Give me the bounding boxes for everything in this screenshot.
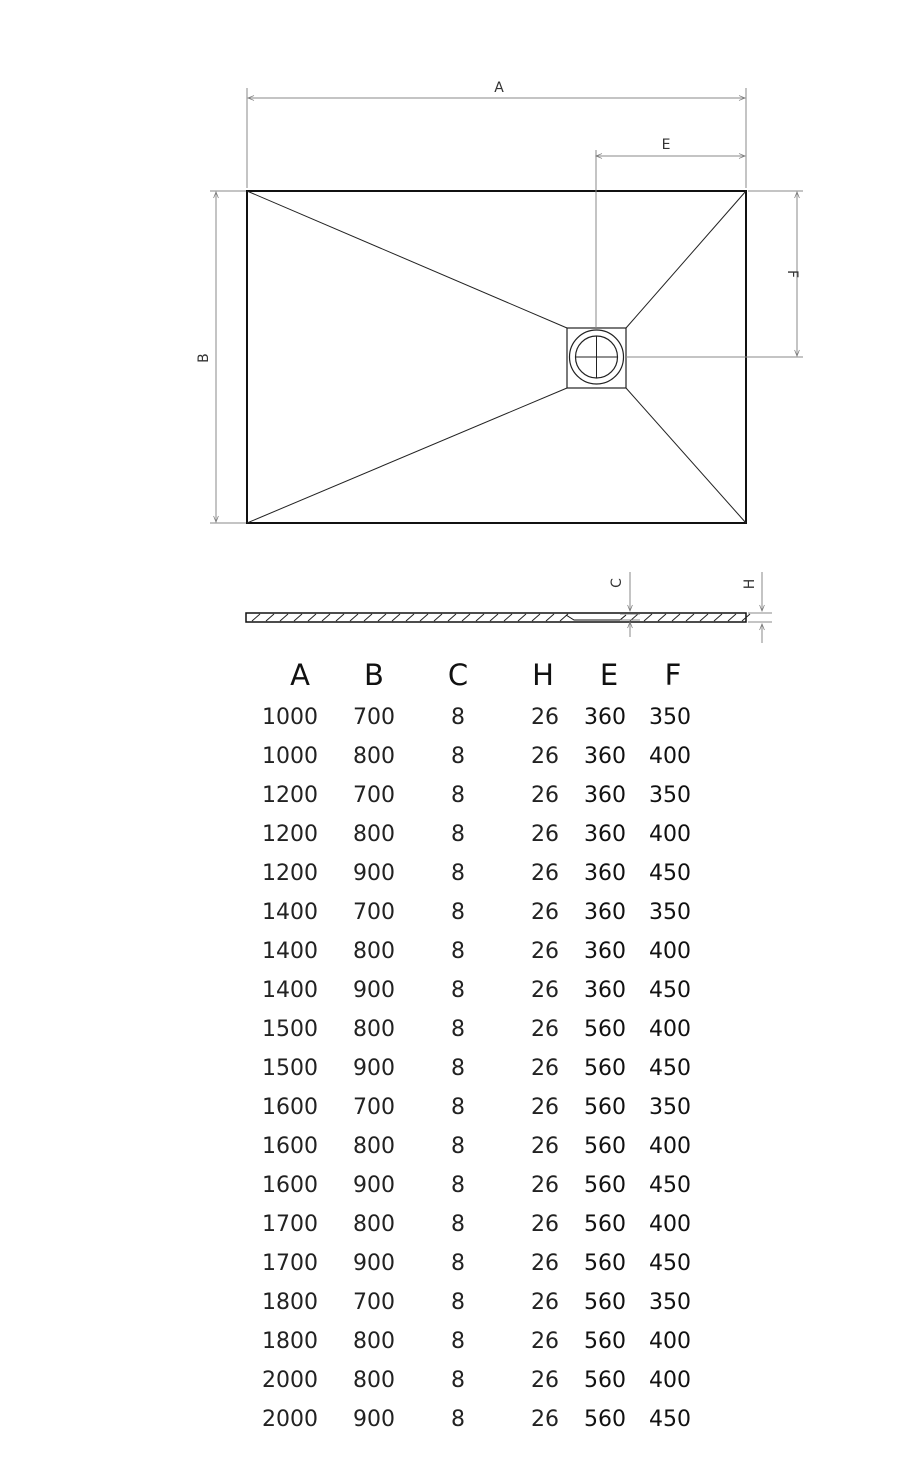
table-cell: 8 (451, 822, 465, 847)
table-cell: 8 (451, 705, 465, 730)
table-cell: 26 (531, 1290, 559, 1315)
table-cell: 560 (584, 1407, 626, 1432)
table-cell: 1400 (262, 939, 318, 964)
table-cell: 8 (451, 1251, 465, 1276)
dimension-e (596, 150, 746, 328)
table-cell: 360 (584, 705, 626, 730)
table-cell: 1000 (262, 705, 318, 730)
table-cell: 26 (531, 1056, 559, 1081)
table-cell: 26 (531, 1212, 559, 1237)
tray-side-section (246, 613, 750, 622)
table-cell: 8 (451, 900, 465, 925)
table-row (240, 698, 740, 737)
table-cell: 800 (353, 1212, 395, 1237)
table-cell: 26 (531, 1095, 559, 1120)
table-cell: 560 (584, 1095, 626, 1120)
table-cell: 800 (353, 1329, 395, 1354)
table-cell: 800 (353, 1368, 395, 1393)
table-cell: 350 (649, 705, 691, 730)
table-cell: 26 (531, 822, 559, 847)
table-cell: 560 (584, 1056, 626, 1081)
header-c: C (447, 658, 469, 692)
table-cell: 560 (584, 1173, 626, 1198)
header-h: H (532, 658, 554, 692)
table-cell: 1200 (262, 822, 318, 847)
table-cell: 8 (451, 1056, 465, 1081)
table-row (240, 932, 740, 971)
table-row (240, 776, 740, 815)
header-a: A (290, 658, 310, 692)
header-f: F (664, 658, 682, 692)
table-cell: 450 (649, 1251, 691, 1276)
table-cell: 560 (584, 1290, 626, 1315)
table-cell: 700 (353, 705, 395, 730)
table-cell: 900 (353, 1251, 395, 1276)
table-cell: 26 (531, 1329, 559, 1354)
table-cell: 8 (451, 1212, 465, 1237)
table-cell: 1500 (262, 1017, 318, 1042)
table-cell: 350 (649, 1290, 691, 1315)
table-cell: 360 (584, 744, 626, 769)
dimension-h-label: H (742, 578, 758, 590)
table-cell: 800 (353, 1017, 395, 1042)
header-e: E (599, 658, 619, 692)
table-cell: 26 (531, 978, 559, 1003)
table-cell: 700 (353, 900, 395, 925)
table-cell: 26 (531, 1017, 559, 1042)
table-cell: 26 (531, 861, 559, 886)
shower-tray-drawing (0, 0, 919, 650)
table-header (240, 652, 740, 698)
table-cell: 400 (649, 1134, 691, 1159)
table-cell: 560 (584, 1017, 626, 1042)
table-cell: 360 (584, 861, 626, 886)
table-cell: 400 (649, 1329, 691, 1354)
table-cell: 1800 (262, 1290, 318, 1315)
table-cell: 1200 (262, 783, 318, 808)
table-cell: 560 (584, 1368, 626, 1393)
table-row (240, 1049, 740, 1088)
table-cell: 560 (584, 1329, 626, 1354)
table-cell: 900 (353, 861, 395, 886)
table-row (240, 1010, 740, 1049)
table-cell: 400 (649, 1368, 691, 1393)
table-cell: 900 (353, 1173, 395, 1198)
table-cell: 8 (451, 1134, 465, 1159)
table-cell: 26 (531, 1368, 559, 1393)
dimension-e-label: E (661, 137, 671, 153)
table-cell: 400 (649, 1017, 691, 1042)
table-cell: 8 (451, 1290, 465, 1315)
table-cell: 2000 (262, 1407, 318, 1432)
table-cell: 1700 (262, 1251, 318, 1276)
table-cell: 450 (649, 1056, 691, 1081)
table-row (240, 1205, 740, 1244)
table-cell: 400 (649, 939, 691, 964)
table-cell: 8 (451, 1173, 465, 1198)
table-cell: 900 (353, 1056, 395, 1081)
table-cell: 26 (531, 1173, 559, 1198)
table-cell: 400 (649, 822, 691, 847)
table-row (240, 1361, 740, 1400)
table-cell: 560 (584, 1251, 626, 1276)
table-cell: 800 (353, 1134, 395, 1159)
table-cell: 26 (531, 939, 559, 964)
table-cell: 26 (531, 900, 559, 925)
table-cell: 26 (531, 1251, 559, 1276)
dimension-a-label: A (494, 80, 504, 96)
table-cell: 560 (584, 1134, 626, 1159)
dimension-a (247, 88, 746, 188)
table-cell: 26 (531, 705, 559, 730)
table-row (240, 1088, 740, 1127)
table-cell: 8 (451, 744, 465, 769)
table-row (240, 1166, 740, 1205)
table-cell: 26 (531, 1134, 559, 1159)
table-cell: 350 (649, 900, 691, 925)
section-outline (246, 613, 746, 622)
table-cell: 700 (353, 1290, 395, 1315)
table-cell: 400 (649, 1212, 691, 1237)
dimension-table (240, 652, 740, 1439)
table-cell: 8 (451, 1017, 465, 1042)
table-row (240, 1244, 740, 1283)
table-row (240, 1127, 740, 1166)
table-cell: 560 (584, 1212, 626, 1237)
table-cell: 8 (451, 1407, 465, 1432)
header-b: B (364, 658, 384, 692)
table-cell: 8 (451, 1095, 465, 1120)
drain (567, 328, 626, 388)
table-cell: 350 (649, 783, 691, 808)
table-body (240, 698, 740, 1439)
table-cell: 400 (649, 744, 691, 769)
table-cell: 1400 (262, 978, 318, 1003)
table-row (240, 893, 740, 932)
table-cell: 1600 (262, 1134, 318, 1159)
dimension-b (210, 191, 246, 523)
table-cell: 350 (649, 1095, 691, 1120)
table-cell: 450 (649, 861, 691, 886)
table-cell: 1600 (262, 1173, 318, 1198)
table-cell: 1700 (262, 1212, 318, 1237)
table-row (240, 971, 740, 1010)
table-cell: 450 (649, 978, 691, 1003)
table-cell: 800 (353, 744, 395, 769)
table-cell: 1000 (262, 744, 318, 769)
dimension-b-label: B (196, 353, 212, 363)
table-cell: 1500 (262, 1056, 318, 1081)
dimension-c-label: C (609, 578, 625, 588)
table-cell: 360 (584, 900, 626, 925)
table-cell: 700 (353, 783, 395, 808)
table-row (240, 1322, 740, 1361)
table-cell: 900 (353, 978, 395, 1003)
table-cell: 360 (584, 783, 626, 808)
table-cell: 8 (451, 978, 465, 1003)
table-row (240, 854, 740, 893)
table-cell: 800 (353, 939, 395, 964)
table-cell: 8 (451, 1368, 465, 1393)
table-cell: 360 (584, 978, 626, 1003)
table-row (240, 737, 740, 776)
dimension-f-label: F (784, 269, 800, 279)
table-cell: 360 (584, 822, 626, 847)
table-cell: 8 (451, 861, 465, 886)
table-cell: 1400 (262, 900, 318, 925)
table-cell: 8 (451, 1329, 465, 1354)
table-cell: 2000 (262, 1368, 318, 1393)
table-row (240, 1400, 740, 1439)
table-cell: 1800 (262, 1329, 318, 1354)
table-cell: 900 (353, 1407, 395, 1432)
dimension-f (626, 191, 803, 357)
table-cell: 1200 (262, 861, 318, 886)
table-cell: 1600 (262, 1095, 318, 1120)
table-cell: 8 (451, 939, 465, 964)
table-cell: 700 (353, 1095, 395, 1120)
table-cell: 26 (531, 744, 559, 769)
table-row (240, 1283, 740, 1322)
table-cell: 360 (584, 939, 626, 964)
table-cell: 450 (649, 1173, 691, 1198)
table-cell: 450 (649, 1407, 691, 1432)
table-cell: 26 (531, 1407, 559, 1432)
table-cell: 26 (531, 783, 559, 808)
table-row (240, 815, 740, 854)
table-cell: 800 (353, 822, 395, 847)
table-cell: 8 (451, 783, 465, 808)
